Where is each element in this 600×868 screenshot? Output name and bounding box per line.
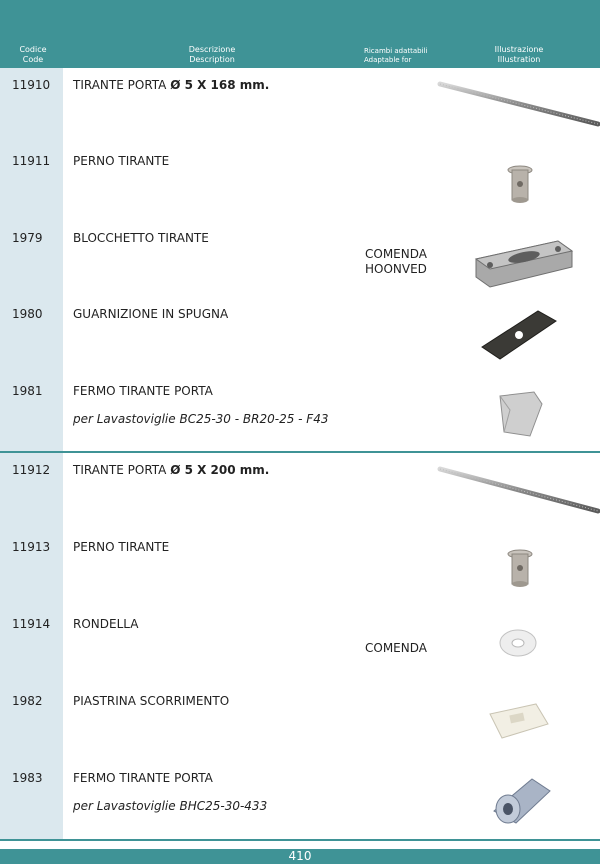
part-code: 11914: [12, 617, 51, 631]
slide-plate-icon: [430, 684, 600, 760]
table-row: [0, 684, 600, 761]
header-code-it: Codice: [19, 45, 47, 54]
part-description: FERMO TIRANTE PORTA: [73, 384, 213, 398]
table-row: [0, 297, 600, 374]
part-code: 11910: [12, 78, 51, 92]
desc-size: Ø 5 X 168 mm.: [170, 78, 270, 92]
rod-stop-icon: [430, 374, 600, 450]
part-code: 1979: [12, 231, 43, 245]
part-description: [73, 78, 269, 92]
part-description: PERNO TIRANTE: [73, 540, 170, 554]
part-code: 11913: [12, 540, 51, 554]
adaptable-for: [365, 641, 427, 656]
part-code: 1983: [12, 771, 43, 785]
desc-text: TIRANTE PORTA: [73, 463, 171, 477]
block-icon: [430, 221, 600, 297]
header-adapt-en: Adaptable for: [364, 56, 412, 64]
table-row: [0, 761, 600, 839]
sponge-gasket-icon: [430, 297, 600, 373]
top-banner: [0, 0, 600, 42]
header-description: [66, 45, 358, 65]
threaded-rod-icon: [430, 453, 600, 529]
part-description: PIASTRINA SCORRIMENTO: [73, 694, 230, 708]
table-row: [0, 221, 600, 297]
table-row: [0, 530, 600, 607]
header-code-en: Code: [22, 55, 44, 64]
table-row: [0, 68, 600, 144]
part-description: FERMO TIRANTE PORTA: [73, 771, 213, 785]
adaptable-brand: COMENDA: [365, 641, 427, 655]
part-description: PERNO TIRANTE: [73, 154, 170, 168]
header-desc-it: Descrizione: [188, 45, 236, 54]
part-description: RONDELLA: [73, 617, 139, 631]
table-row: [0, 607, 600, 684]
threaded-rod-icon: [430, 68, 600, 144]
table-row: [0, 374, 600, 451]
header-illustration: [444, 45, 594, 65]
bottom-rule: [0, 839, 600, 841]
part-note: per Lavastoviglie BHC25-30-433: [73, 799, 268, 813]
adaptable-for: [365, 247, 427, 277]
part-note: per Lavastoviglie BC25-30 - BR20-25 - F43: [73, 412, 329, 426]
table-row: [0, 453, 600, 530]
rod-stop-icon: [430, 761, 600, 837]
page-footer: [0, 849, 600, 864]
pin-icon: [430, 144, 600, 220]
part-description: BLOCCHETTO TIRANTE: [73, 231, 209, 245]
part-code: 1980: [12, 307, 43, 321]
header-illus-en: Illustration: [497, 55, 541, 64]
table-row: [0, 144, 600, 221]
header-illus-it: Illustrazione: [494, 45, 544, 54]
part-description: GUARNIZIONE IN SPUGNA: [73, 307, 229, 321]
header-desc-en: Description: [189, 55, 235, 64]
page-number: 410: [288, 849, 312, 863]
desc-size: Ø 5 X 200 mm.: [170, 463, 270, 477]
desc-text: TIRANTE PORTA: [73, 78, 171, 92]
part-code: 1982: [12, 694, 43, 708]
header-adaptable: [364, 47, 444, 65]
part-code: 11911: [12, 154, 51, 168]
part-code: 1981: [12, 384, 43, 398]
header-code: [0, 45, 66, 65]
adaptable-brand: COMENDA: [365, 247, 427, 261]
adaptable-brand: HOONVED: [365, 262, 427, 276]
washer-icon: [430, 607, 600, 683]
header-adapt-it: Ricambi adattabili: [364, 47, 428, 55]
column-header: [0, 42, 600, 68]
pin-icon: [430, 530, 600, 606]
part-description: [73, 463, 269, 477]
part-code: 11912: [12, 463, 51, 477]
